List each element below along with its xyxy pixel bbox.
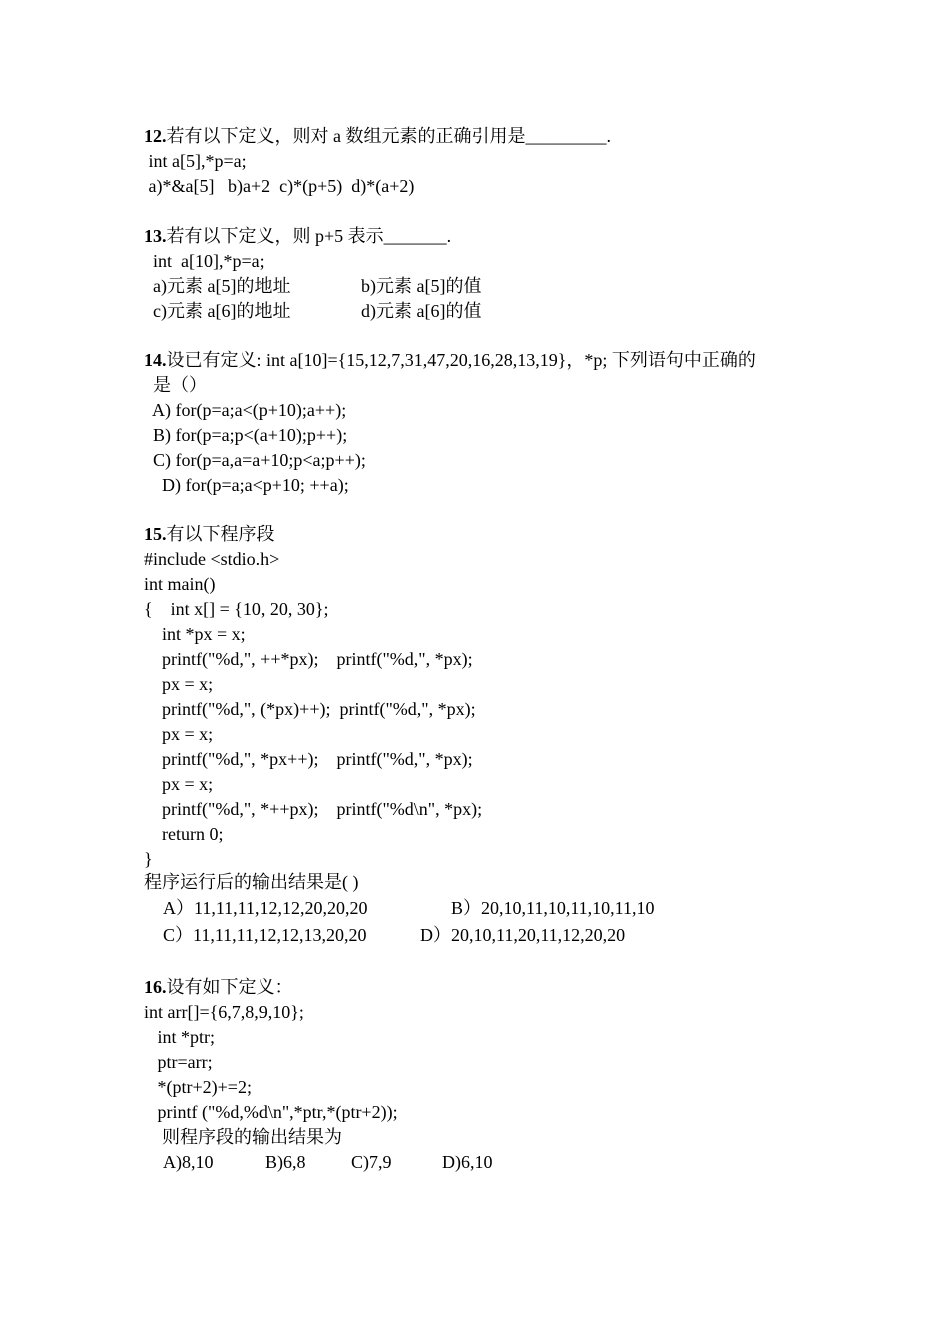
q12-code: int a[5],*p=a; [144,151,247,171]
q16-code-line: *(ptr+2)+=2; [144,1077,252,1097]
q14-option-b: B) for(p=a;p<(a+10);p++); [144,425,348,445]
q15-stem: 有以下程序段 [166,524,275,544]
q15-stem-line [144,522,275,546]
q15-code-line: px = x; [144,674,214,694]
q15-code-line: printf("%d,", *++px); printf("%d\n", *px); [144,799,483,819]
q13-number: 13. [144,226,167,246]
q15-option-b: B）20,10,11,10,11,10,11,10 [451,898,655,918]
q14-option-d: D) for(p=a;a<p+10; ++a); [144,475,349,495]
q15-number: 15. [144,524,167,544]
q15-option-c: C）11,11,11,12,12,13,20,20 [163,925,367,945]
q15-option-d: D）20,10,11,20,11,12,20,20 [420,925,626,945]
q13-code: int a[10],*p=a; [144,251,265,271]
q12-options: a)*&a[5] b)a+2 c)*(p+5) d)*(a+2) [144,176,415,196]
q12-stem-line [144,124,611,148]
q16-code-line: int *ptr; [144,1027,215,1047]
q16-stem-line [144,975,293,999]
q16-number: 16. [144,977,167,997]
q16-code-line: printf ("%d,%d\n",*ptr,*(ptr+2)); [144,1102,398,1122]
q14-stem-continued: 是（） [144,375,207,395]
q15-option-a: A）11,11,11,12,12,20,20,20 [163,898,368,918]
q13-option-b: b)元素 a[5]的值 [361,276,482,296]
q15-code-line: { int x[] = {10, 20, 30}; [144,599,329,619]
q16-option-b: B)6,8 [265,1152,306,1172]
q15-code-line: printf("%d,", ++*px); printf("%d,", *px); [144,649,473,669]
q15-code-line: px = x; [144,724,214,744]
q16-option-c: C)7,9 [351,1152,392,1172]
q13-stem-line [144,224,451,248]
q15-code-line: #include <stdio.h> [144,549,280,569]
q13-option-c: c)元素 a[6]的地址 [153,301,291,321]
q12-stem: 若有以下定义，则对 a 数组元素的正确引用是_________. [166,126,611,146]
q16-code-line: int arr[]={6,7,8,9,10}; [144,1002,304,1022]
q14-number: 14. [144,350,167,370]
q16-code-line: ptr=arr; [144,1052,213,1072]
q12-number: 12. [144,126,167,146]
q15-code-line: int *px = x; [144,624,246,644]
q13-stem: 若有以下定义，则 p+5 表示_______. [166,226,452,246]
q13-option-d: d)元素 a[6]的值 [361,301,482,321]
q15-code-line: px = x; [144,774,214,794]
q15-question: 程序运行后的输出结果是( ) [144,872,359,892]
q16-stem: 设有如下定义： [166,977,293,997]
q15-code-line: int main() [144,574,216,594]
q16-option-a: A)8,10 [163,1152,214,1172]
q14-option-a: A) for(p=a;a<(p+10);a++); [144,400,347,420]
q15-code-line: printf("%d,", (*px)++); printf("%d,", *px); [144,699,476,719]
q13-option-a: a)元素 a[5]的地址 [153,276,291,296]
q14-stem: 设已有定义: int a[10]={15,12,7,31,47,20,16,28,13,19}，*p; 下列语句中正确的 [166,350,756,370]
q16-question: 则程序段的输出结果为 [144,1127,342,1147]
q15-code-line: } [144,849,153,869]
q14-stem-line [144,348,756,372]
q14-option-c: C) for(p=a,a=a+10;p<a;p++); [144,450,366,470]
q15-code-line: return 0; [144,824,224,844]
q15-code-line: printf("%d,", *px++); printf("%d,", *px); [144,749,473,769]
q16-option-d: D)6,10 [442,1152,493,1172]
